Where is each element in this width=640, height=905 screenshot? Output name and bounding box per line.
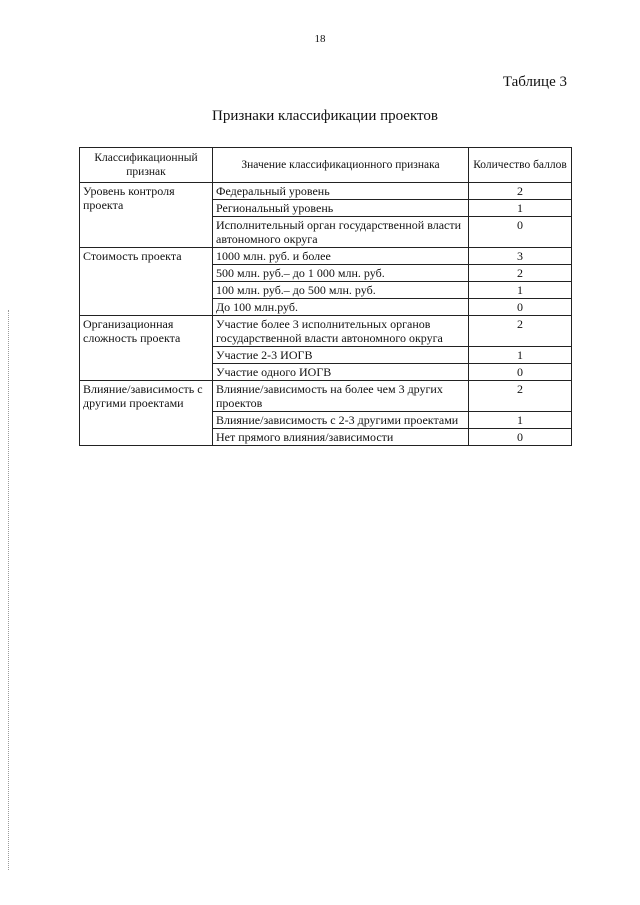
group-control-level: Уровень контроля проекта (80, 183, 213, 248)
group-dependency: Влияние/зависимость с другими проектами (80, 381, 213, 446)
row-score: 1 (469, 347, 572, 364)
row-score: 0 (469, 217, 572, 248)
group-organizational-complexity: Организационная сложность проекта (80, 316, 213, 381)
row-value: Участие более 3 исполнительных органов государственной власти автономного округа (213, 316, 469, 347)
table-label: Таблице 3 (502, 74, 567, 90)
table-row (80, 183, 572, 200)
page-number: 18 (314, 33, 326, 45)
header-classification-feature: Классификационный признак (80, 148, 213, 183)
row-value: 500 млн. руб.– до 1 000 млн. руб. (213, 265, 469, 282)
row-value: Нет прямого влияния/зависимости (213, 429, 469, 446)
row-value: Исполнительный орган государственной власти автономного округа (213, 217, 469, 248)
header-feature-value: Значение классификационного признака (213, 148, 469, 183)
table-row (80, 248, 572, 265)
row-value: Участие одного ИОГВ (213, 364, 469, 381)
row-score: 3 (469, 248, 572, 265)
row-score: 0 (469, 364, 572, 381)
scan-edge-line (8, 310, 9, 870)
row-value: Федеральный уровень (213, 183, 469, 200)
table-header-row (80, 148, 572, 183)
row-value: Влияние/зависимость с 2-3 другими проектами (213, 412, 469, 429)
row-score: 2 (469, 183, 572, 200)
row-value: 1000 млн. руб. и более (213, 248, 469, 265)
document-title: Признаки классификации проектов (211, 108, 438, 124)
row-score: 1 (469, 200, 572, 217)
table-row (80, 316, 572, 347)
header-score-count: Количество баллов (469, 148, 572, 183)
row-score: 1 (469, 412, 572, 429)
row-score: 0 (469, 299, 572, 316)
row-score: 1 (469, 282, 572, 299)
row-score: 0 (469, 429, 572, 446)
row-value: Участие 2-3 ИОГВ (213, 347, 469, 364)
row-score: 2 (469, 381, 572, 412)
table-row (80, 381, 572, 412)
classification-table (79, 147, 572, 446)
row-value: До 100 млн.руб. (213, 299, 469, 316)
row-value: Влияние/зависимость на более чем 3 других проектов (213, 381, 469, 412)
row-score: 2 (469, 316, 572, 347)
row-value: 100 млн. руб.– до 500 млн. руб. (213, 282, 469, 299)
row-score: 2 (469, 265, 572, 282)
row-value: Региональный уровень (213, 200, 469, 217)
group-project-cost: Стоимость проекта (80, 248, 213, 316)
